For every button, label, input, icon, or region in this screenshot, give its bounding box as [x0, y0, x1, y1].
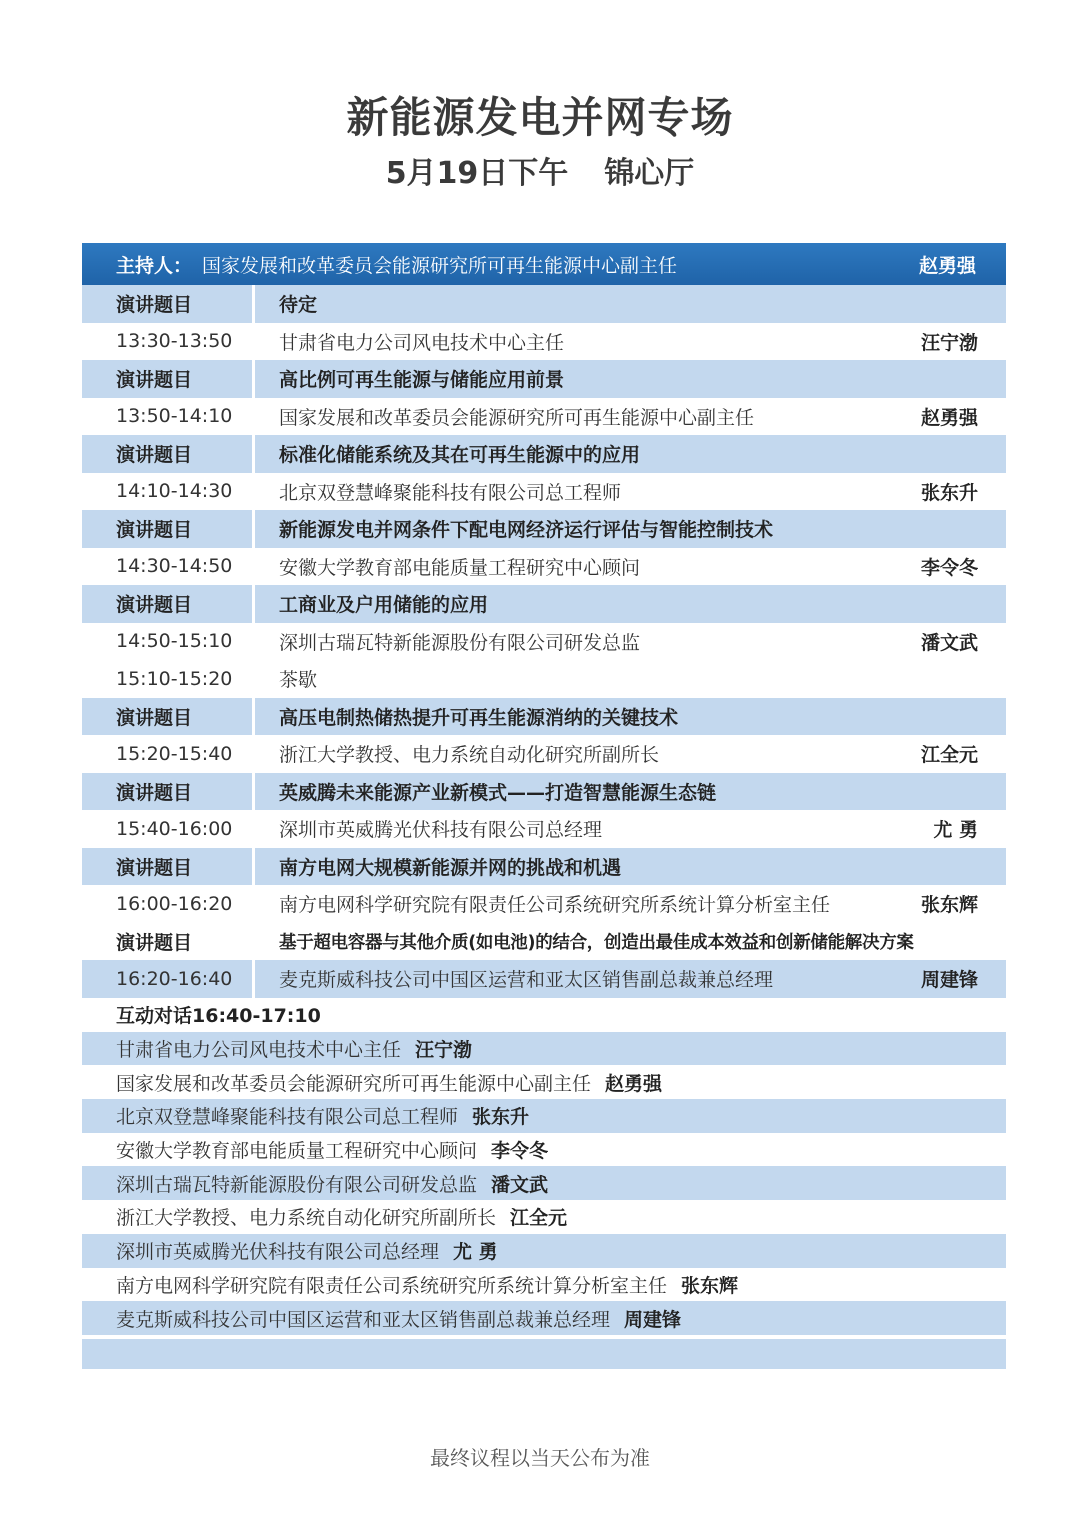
panel-member-title: 浙江大学教授、电力系统自动化研究所副所长	[116, 1207, 497, 1230]
speaker-name: 江全元	[920, 744, 978, 767]
panel-member-name: 江全元	[510, 1207, 568, 1230]
panel-heading: 互动对话16:40-17:10	[82, 998, 1006, 1032]
topic-cell	[255, 510, 1006, 548]
speaker-row	[82, 735, 1006, 773]
time-slot: 16:20-16:40	[116, 967, 233, 990]
speaker-cell	[255, 548, 1006, 586]
host-title: 国家发展和改革委员会能源研究所可再生能源中心副主任	[202, 254, 678, 277]
topic-row	[82, 585, 1006, 623]
topic-title: 英威腾未来能源产业新模式——打造智慧能源生态链	[279, 781, 717, 804]
time-slot: 15:40-16:00	[116, 817, 233, 840]
agenda-rows	[82, 285, 1006, 998]
topic-title: 待定	[279, 294, 318, 317]
time-slot: 14:10-14:30	[116, 480, 233, 503]
speaker-row	[82, 810, 1006, 848]
topic-row	[82, 698, 1006, 736]
speaker-name: 汪宁渤	[920, 331, 978, 354]
panel-member-title: 南方电网科学研究院有限责任公司系统研究所系统计算分析室主任	[116, 1274, 668, 1297]
topic-title: 新能源发电并网条件下配电网经济运行评估与智能控制技术	[279, 519, 774, 542]
speaker-cell	[255, 660, 1006, 698]
panel-member-row	[82, 1234, 1006, 1268]
topic-title: 高压电制热储热提升可再生能源消纳的关键技术	[279, 706, 679, 729]
speaker-title: 甘肃省电力公司风电技术中心主任	[279, 331, 565, 354]
topic-label: 演讲题目	[116, 444, 193, 467]
topic-title: 高比例可再生能源与储能应用前景	[279, 369, 565, 392]
panel-member-title: 北京双登慧峰聚能科技有限公司总工程师	[116, 1106, 459, 1129]
session-date: 5月19日下午	[385, 156, 569, 191]
panel-member-title: 深圳古瑞瓦特新能源股份有限公司研发总监	[116, 1173, 478, 1196]
topic-cell	[255, 435, 1006, 473]
speaker-name: 潘文武	[920, 631, 978, 654]
session-venue: 锦心厅	[604, 156, 695, 191]
time-slot: 15:20-15:40	[116, 742, 233, 765]
topic-cell	[255, 698, 1006, 736]
panel-member-name: 尤 勇	[453, 1241, 498, 1264]
panel-member-name: 周建锋	[624, 1308, 682, 1331]
session-info	[0, 148, 1080, 192]
topic-label: 演讲题目	[116, 369, 193, 392]
speaker-cell	[255, 623, 1006, 661]
speaker-row	[82, 660, 1006, 698]
panel-member-title: 深圳市英威腾光伏科技有限公司总经理	[116, 1241, 440, 1264]
host-label: 主持人：	[116, 254, 193, 277]
panel-discussion	[82, 998, 1006, 1369]
host-name: 赵勇强	[918, 254, 976, 277]
panel-member-row	[82, 1268, 1006, 1302]
topic-row	[82, 773, 1006, 811]
speaker-title: 深圳市英威腾光伏科技有限公司总经理	[279, 819, 603, 842]
speaker-row	[82, 398, 1006, 436]
host-bar	[82, 243, 1006, 285]
speaker-row	[82, 323, 1006, 361]
panel-member-name: 李令冬	[491, 1140, 549, 1163]
panel-member-row	[82, 1099, 1006, 1133]
topic-label: 演讲题目	[116, 781, 193, 804]
panel-member-row	[82, 1166, 1006, 1200]
speaker-row	[82, 473, 1006, 511]
topic-label: 演讲题目	[116, 594, 193, 617]
panel-member-row	[82, 1133, 1006, 1167]
topic-row	[82, 285, 1006, 323]
speaker-name: 周建锋	[920, 969, 978, 992]
topic-row	[82, 923, 1006, 961]
topic-label: 演讲题目	[116, 856, 193, 879]
topic-label: 演讲题目	[116, 519, 193, 542]
topic-cell	[255, 585, 1006, 623]
topic-cell	[255, 848, 1006, 886]
speaker-cell	[255, 810, 1006, 848]
agenda-table	[82, 243, 1006, 998]
speaker-name: 尤 勇	[933, 819, 978, 842]
panel-member-title: 麦克斯威科技公司中国区运营和亚太区销售副总裁兼总经理	[116, 1308, 611, 1331]
panel-member-title: 国家发展和改革委员会能源研究所可再生能源中心副主任	[116, 1072, 592, 1095]
topic-title: 基于超电容器与其他介质(如电池)的结合，创造出最佳成本效益和创新储能解决方案	[279, 932, 914, 953]
time-slot: 14:50-15:10	[116, 630, 233, 653]
speaker-title: 深圳古瑞瓦特新能源股份有限公司研发总监	[279, 631, 641, 654]
topic-title: 南方电网大规模新能源并网的挑战和机遇	[279, 856, 622, 879]
topic-row	[82, 848, 1006, 886]
panel-members	[82, 1032, 1006, 1335]
speaker-name: 赵勇强	[920, 406, 978, 429]
panel-member-row	[82, 1032, 1006, 1066]
topic-row	[82, 510, 1006, 548]
speaker-name: 张东升	[920, 481, 978, 504]
topic-label: 演讲题目	[116, 294, 193, 317]
speaker-row	[82, 623, 1006, 661]
speaker-name: 张东辉	[920, 894, 978, 917]
panel-member-name: 张东升	[472, 1106, 530, 1129]
topic-title: 工商业及户用储能的应用	[279, 594, 489, 617]
topic-row	[82, 360, 1006, 398]
speaker-cell	[255, 398, 1006, 436]
panel-member-row	[82, 1200, 1006, 1234]
page-title: 新能源发电并网专场	[346, 93, 734, 142]
topic-cell	[255, 285, 1006, 323]
speaker-cell	[255, 473, 1006, 511]
speaker-row	[82, 548, 1006, 586]
speaker-title: 浙江大学教授、电力系统自动化研究所副所长	[279, 744, 660, 767]
panel-member-row	[82, 1301, 1006, 1335]
panel-member-name: 赵勇强	[605, 1072, 663, 1095]
topic-cell	[255, 923, 1006, 961]
time-slot: 13:50-14:10	[116, 405, 233, 428]
time-slot: 13:30-13:50	[116, 330, 233, 353]
speaker-title: 北京双登慧峰聚能科技有限公司总工程师	[279, 481, 622, 504]
speaker-title: 国家发展和改革委员会能源研究所可再生能源中心副主任	[279, 406, 755, 429]
time-slot: 15:10-15:20	[116, 667, 233, 690]
panel-member-name: 张东辉	[681, 1274, 739, 1297]
speaker-cell	[255, 735, 1006, 773]
topic-title: 标准化储能系统及其在可再生能源中的应用	[279, 444, 641, 467]
time-slot: 14:30-14:50	[116, 555, 233, 578]
speaker-name: 李令冬	[920, 556, 978, 579]
speaker-row	[82, 885, 1006, 923]
panel-member-title: 甘肃省电力公司风电技术中心主任	[116, 1039, 402, 1062]
time-slot: 16:00-16:20	[116, 892, 233, 915]
panel-member-row	[82, 1065, 1006, 1099]
topic-label: 演讲题目	[116, 931, 193, 954]
speaker-title: 南方电网科学研究院有限责任公司系统研究所系统计算分析室主任	[279, 894, 831, 917]
speaker-cell	[255, 960, 1006, 998]
panel-member-name: 汪宁渤	[415, 1039, 473, 1062]
speaker-cell	[255, 885, 1006, 923]
speaker-title: 茶歇	[279, 669, 318, 692]
panel-member-name: 潘文武	[491, 1173, 549, 1196]
topic-row	[82, 435, 1006, 473]
panel-member-title: 安徽大学教育部电能质量工程研究中心顾问	[116, 1140, 478, 1163]
speaker-cell	[255, 323, 1006, 361]
speaker-row	[82, 960, 1006, 998]
topic-label: 演讲题目	[116, 706, 193, 729]
blank-row	[82, 1339, 1006, 1369]
speaker-title: 麦克斯威科技公司中国区运营和亚太区销售副总裁兼总经理	[279, 969, 774, 992]
topic-cell	[255, 773, 1006, 811]
topic-cell	[255, 360, 1006, 398]
footer-note: 最终议程以当天公布为准	[430, 1446, 650, 1470]
speaker-title: 安徽大学教育部电能质量工程研究中心顾问	[279, 556, 641, 579]
